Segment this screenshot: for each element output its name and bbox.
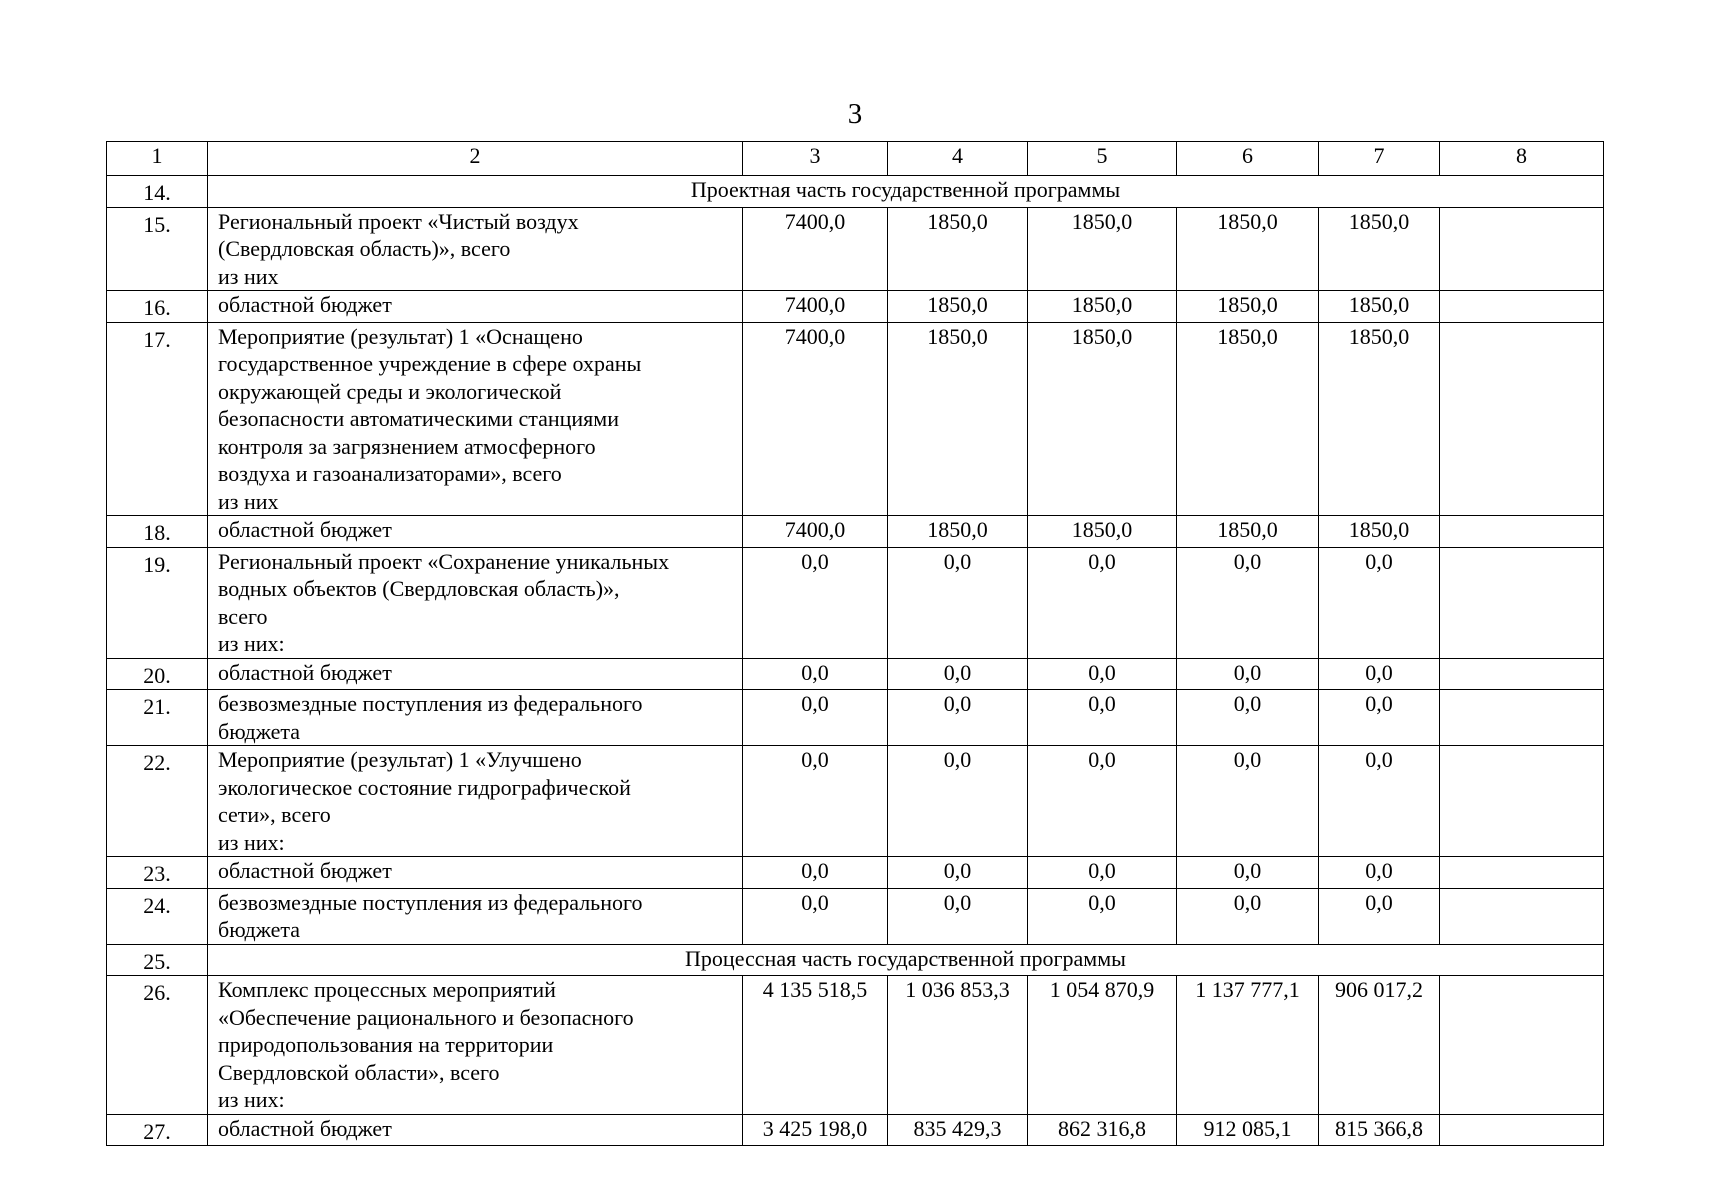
row-description: Региональный проект «Чистый воздух (Свердловская область)», всего из них [208,207,743,291]
header-cell: 1 [107,142,208,176]
value-cell-col-4: 0,0 [888,658,1028,690]
table-row [107,207,1604,291]
value-cell-col-7: 0,0 [1319,857,1440,889]
value-cell-col-6: 0,0 [1177,857,1319,889]
row-number: 21. [107,690,208,746]
value-cell-col-3: 7400,0 [743,291,888,323]
table-row [107,1114,1604,1146]
value-cell-col-7: 0,0 [1319,888,1440,944]
value-cell-col-5: 1 054 870,9 [1028,976,1177,1115]
value-cell-col-8 [1440,1114,1604,1146]
budget-table [106,141,1604,1146]
value-cell-col-6: 0,0 [1177,547,1319,658]
row-description: областной бюджет [208,1114,743,1146]
value-cell-col-3: 7400,0 [743,516,888,548]
row-number: 20. [107,658,208,690]
value-cell-col-5: 0,0 [1028,746,1177,857]
value-cell-col-7: 815 366,8 [1319,1114,1440,1146]
value-cell-col-3: 7400,0 [743,322,888,516]
value-cell-col-3: 0,0 [743,888,888,944]
value-cell-col-6: 1850,0 [1177,516,1319,548]
row-number: 14. [107,176,208,208]
row-description: областной бюджет [208,291,743,323]
section-title: Проектная часть государственной программы [208,176,1604,208]
row-number: 23. [107,857,208,889]
value-cell-col-8 [1440,746,1604,857]
value-cell-col-3: 0,0 [743,658,888,690]
row-number: 24. [107,888,208,944]
value-cell-col-6: 1 137 777,1 [1177,976,1319,1115]
page-number: 3 [847,98,863,130]
value-cell-col-3: 3 425 198,0 [743,1114,888,1146]
value-cell-col-5: 1850,0 [1028,207,1177,291]
value-cell-col-8 [1440,857,1604,889]
value-cell-col-3: 0,0 [743,857,888,889]
header-row [107,142,1604,176]
table-row [107,658,1604,690]
value-cell-col-5: 0,0 [1028,888,1177,944]
row-description: областной бюджет [208,857,743,889]
value-cell-col-4: 0,0 [888,690,1028,746]
value-cell-col-5: 0,0 [1028,690,1177,746]
table-row [107,516,1604,548]
value-cell-col-7: 1850,0 [1319,207,1440,291]
value-cell-col-6: 1850,0 [1177,322,1319,516]
value-cell-col-6: 0,0 [1177,746,1319,857]
value-cell-col-7: 1850,0 [1319,516,1440,548]
value-cell-col-8 [1440,547,1604,658]
row-description: безвозмездные поступления из федерального бюджета [208,690,743,746]
table-row [107,976,1604,1115]
value-cell-col-3: 0,0 [743,746,888,857]
value-cell-col-6: 0,0 [1177,658,1319,690]
row-number: 19. [107,547,208,658]
table-row [107,547,1604,658]
value-cell-col-5: 1850,0 [1028,516,1177,548]
value-cell-col-7: 0,0 [1319,658,1440,690]
row-description: Мероприятие (результат) 1 «Оснащено государственное учреждение в сфере охраны окружающей среды и экологической безопасности автоматическими станциями контроля за загрязнением атмосферного воздуха и газоанализаторами», всего из них [208,322,743,516]
section-row [107,176,1604,208]
value-cell-col-8 [1440,658,1604,690]
section-title: Процессная часть государственной программы [208,944,1604,976]
value-cell-col-7: 0,0 [1319,547,1440,658]
row-description: Региональный проект «Сохранение уникальных водных объектов (Свердловская область)», всего из них: [208,547,743,658]
value-cell-col-6: 1850,0 [1177,291,1319,323]
value-cell-col-8 [1440,690,1604,746]
value-cell-col-5: 0,0 [1028,658,1177,690]
value-cell-col-5: 1850,0 [1028,291,1177,323]
value-cell-col-8 [1440,516,1604,548]
row-description: областной бюджет [208,516,743,548]
value-cell-col-5: 0,0 [1028,547,1177,658]
value-cell-col-5: 0,0 [1028,857,1177,889]
header-cell: 2 [208,142,743,176]
value-cell-col-7: 0,0 [1319,746,1440,857]
header-cell: 4 [888,142,1028,176]
value-cell-col-6: 1850,0 [1177,207,1319,291]
row-description: Мероприятие (результат) 1 «Улучшено экологическое состояние гидрографической сети», всего из них: [208,746,743,857]
value-cell-col-6: 912 085,1 [1177,1114,1319,1146]
value-cell-col-4: 1850,0 [888,291,1028,323]
row-number: 18. [107,516,208,548]
value-cell-col-4: 1 036 853,3 [888,976,1028,1115]
value-cell-col-3: 0,0 [743,690,888,746]
header-cell: 3 [743,142,888,176]
value-cell-col-4: 1850,0 [888,207,1028,291]
row-number: 17. [107,322,208,516]
table-row [107,322,1604,516]
value-cell-col-3: 7400,0 [743,207,888,291]
value-cell-col-7: 0,0 [1319,690,1440,746]
header-cell: 5 [1028,142,1177,176]
value-cell-col-8 [1440,322,1604,516]
value-cell-col-3: 4 135 518,5 [743,976,888,1115]
header-cell: 8 [1440,142,1604,176]
value-cell-col-8 [1440,291,1604,323]
value-cell-col-7: 906 017,2 [1319,976,1440,1115]
value-cell-col-8 [1440,207,1604,291]
value-cell-col-4: 0,0 [888,857,1028,889]
row-number: 27. [107,1114,208,1146]
value-cell-col-6: 0,0 [1177,888,1319,944]
section-row [107,944,1604,976]
header-cell: 6 [1177,142,1319,176]
value-cell-col-4: 0,0 [888,888,1028,944]
value-cell-col-7: 1850,0 [1319,322,1440,516]
value-cell-col-4: 1850,0 [888,322,1028,516]
table-row [107,888,1604,944]
table-row [107,291,1604,323]
value-cell-col-3: 0,0 [743,547,888,658]
value-cell-col-4: 0,0 [888,746,1028,857]
row-number: 16. [107,291,208,323]
table-row [107,690,1604,746]
value-cell-col-8 [1440,888,1604,944]
value-cell-col-7: 1850,0 [1319,291,1440,323]
row-number: 25. [107,944,208,976]
value-cell-col-8 [1440,976,1604,1115]
row-description: областной бюджет [208,658,743,690]
row-number: 22. [107,746,208,857]
value-cell-col-5: 1850,0 [1028,322,1177,516]
table-row [107,857,1604,889]
value-cell-col-4: 0,0 [888,547,1028,658]
header-cell: 7 [1319,142,1440,176]
row-description: безвозмездные поступления из федерального бюджета [208,888,743,944]
value-cell-col-5: 862 316,8 [1028,1114,1177,1146]
value-cell-col-4: 835 429,3 [888,1114,1028,1146]
row-number: 15. [107,207,208,291]
value-cell-col-4: 1850,0 [888,516,1028,548]
row-number: 26. [107,976,208,1115]
value-cell-col-6: 0,0 [1177,690,1319,746]
table-row [107,746,1604,857]
row-description: Комплекс процессных мероприятий «Обеспечение рационального и безопасного природопользования на территории Свердловской области», всего из них: [208,976,743,1115]
